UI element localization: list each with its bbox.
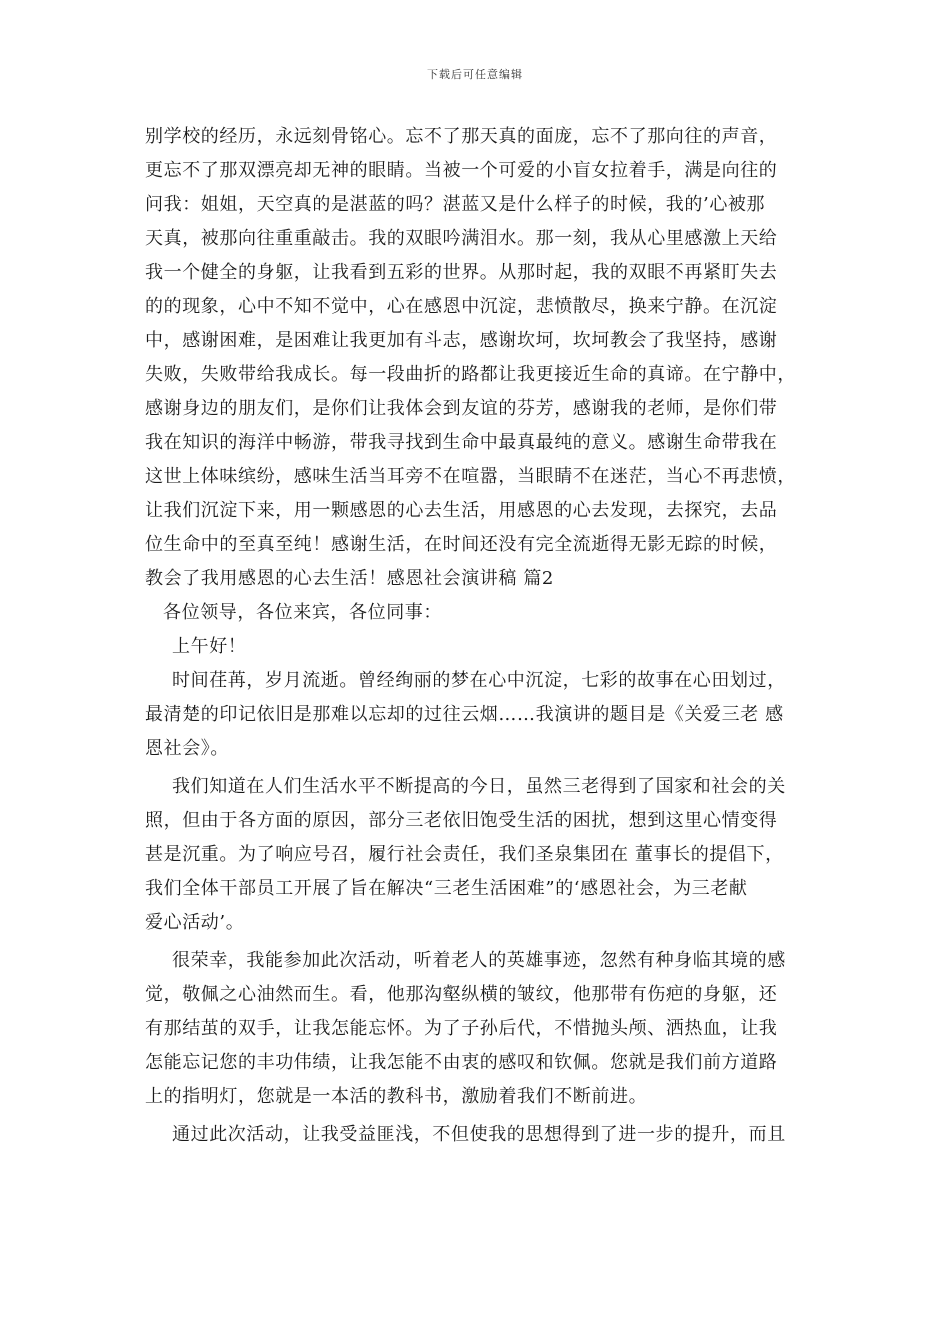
text-line: 爱心活动’。 <box>145 912 245 933</box>
text-line: 教会了我用感恩的心去生活！感恩社会演讲稿 篇2 <box>145 568 554 589</box>
text-line: 时间荏苒，岁月流逝。曾经绚丽的梦在心中沉淀，七彩的故事在心田划过， <box>172 670 786 691</box>
text-line: 觉，敬佩之心油然而生。看，他那沟壑纵横的皱纹，他那带有伤疤的身躯，还 <box>145 984 778 1005</box>
text-line: 我们全体干部员工开展了旨在解决“三老生活困难”的‘感恩社会，为三老献 <box>145 878 748 899</box>
greeting-line: 上午好！ <box>172 636 247 657</box>
text-line: 很荣幸，我能参加此次活动，听着老人的英雄事迹，忽然有种身临其境的感 <box>172 950 786 971</box>
text-line: 上的指明灯，您就是一本活的教科书，激励着我们不断前进。 <box>145 1086 648 1107</box>
text-line: 通过此次活动，让我受益匪浅，不但使我的思想得到了进一步的提升，而且 <box>172 1124 786 1145</box>
text-line: 我一个健全的身躯，让我看到五彩的世界。从那时起，我的双眼不再紧盯失去 <box>145 262 778 283</box>
text-line: 最清楚的印记依旧是那难以忘却的过往云烟……我演讲的题目是《关爱三老 感 <box>145 704 784 725</box>
text-line: 感谢身边的朋友们，是你们让我体会到友谊的芬芳，感谢我的老师，是你们带 <box>145 398 778 419</box>
text-line: 更忘不了那双漂亮却无神的眼睛。当被一个可爱的小盲女拉着手，满是向往的 <box>145 160 778 181</box>
text-line: 我在知识的海洋中畅游，带我寻找到生命中最真最纯的意义。感谢生命带我在 <box>145 432 778 453</box>
text-line: 位生命中的至真至纯！感谢生活，在时间还没有完全流逝得无影无踪的时候， <box>145 534 778 555</box>
text-line: 中，感谢困难，是困难让我更加有斗志，感谢坎坷，坎坷教会了我坚持，感谢 <box>145 330 778 351</box>
text-line: 照，但由于各方面的原因，部分三老依旧饱受生活的困扰，想到这里心情变得 <box>145 810 778 831</box>
text-line: 恩社会》。 <box>145 738 229 759</box>
text-line: 甚是沉重。为了响应号召，履行社会责任，我们圣泉集团在 董事长的提倡下， <box>145 844 784 865</box>
text-line: 我们知道在人们生活水平不断提高的今日，虽然三老得到了国家和社会的关 <box>172 776 786 797</box>
text-line: 问我：姐姐，天空真的是湛蓝的吗？湛蓝又是什么样子的时候，我的’心被那 <box>145 194 766 215</box>
text-line: 让我们沉淀下来，用一颗感恩的心去生活，用感恩的心去发现，去探究，去品 <box>145 500 778 521</box>
text-line: 别学校的经历，永远刻骨铭心。忘不了那天真的面庞，忘不了那向往的声音， <box>145 126 778 147</box>
salutation-line: 各位领导，各位来宾，各位同事： <box>163 602 442 623</box>
text-line: 这世上体味缤纷，感味生活当耳旁不在喧嚣，当眼睛不在迷茫，当心不再悲愤， <box>145 466 796 487</box>
text-line: 天真，被那向往重重敲击。我的双眼吟满泪水。那一刻，我从心里感激上天给 <box>145 228 778 249</box>
text-line: 的的现象，心中不知不觉中，心在感恩中沉淀，悲愤散尽，换来宁静。在沉淀 <box>145 296 778 317</box>
text-line: 有那结茧的双手，让我怎能忘怀。为了子孙后代，不惜抛头颅、洒热血，让我 <box>145 1018 778 1039</box>
text-line: 怎能忘记您的丰功伟绩，让我怎能不由衷的感叹和钦佩。您就是我们前方道路 <box>145 1052 778 1073</box>
text-line: 失败，失败带给我成长。每一段曲折的路都让我更接近生命的真谛。在宁静中， <box>145 364 796 385</box>
page-header-note: 下载后可任意编辑 <box>427 68 523 81</box>
